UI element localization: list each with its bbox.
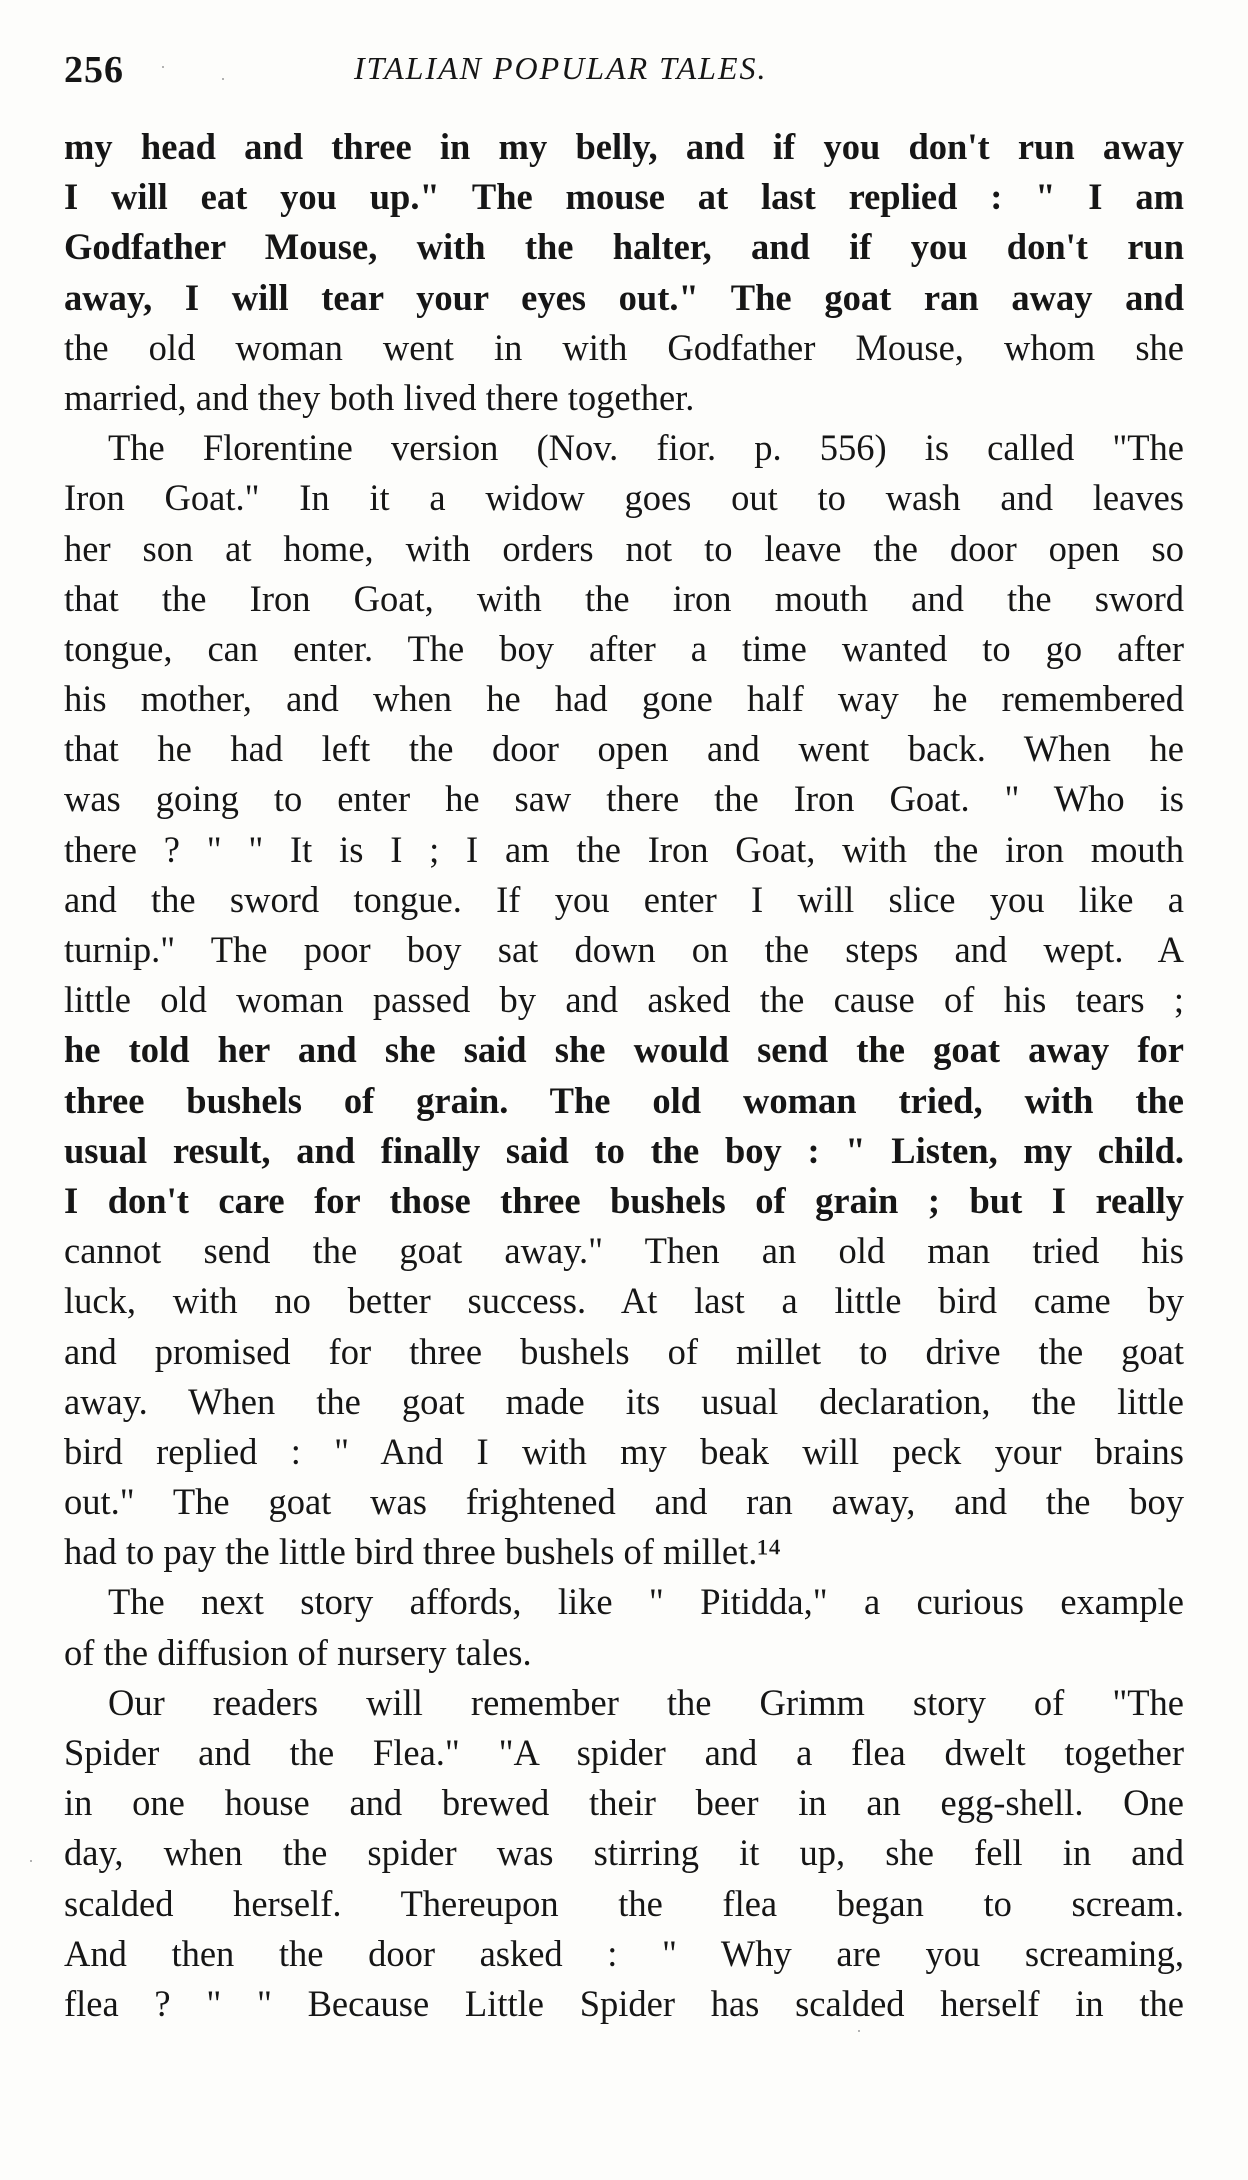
paper-speck xyxy=(30,1860,32,1862)
text-line: there ? " " It is I ; I am the Iron Goat, with the iron mouth xyxy=(64,828,1184,870)
text-line: Godfather Mouse, with the halter, and if you don't run xyxy=(64,226,1184,268)
page-number: 256 xyxy=(64,49,124,91)
paper-speck xyxy=(222,78,224,80)
text-line: little old woman passed by and asked the cause of his tears ; xyxy=(64,979,1184,1021)
page-header xyxy=(64,48,1184,96)
text-line: that the Iron Goat, with the iron mouth and the sword xyxy=(64,577,1184,619)
text-line: tongue, can enter. The boy after a time wanted to go after xyxy=(64,627,1184,669)
text-line: The next story affords, like " Pitidda," a curious example xyxy=(108,1581,1184,1623)
text-line: luck, with no better success. At last a little bird came by xyxy=(64,1280,1184,1322)
book-page xyxy=(64,0,1184,2180)
text-line: And then the door asked : " Why are you screaming, xyxy=(64,1932,1184,1974)
text-line: The Florentine version (Nov. fior. p. 556) is called "The xyxy=(108,427,1184,469)
text-line: bird replied : " And I with my beak will peck your brains xyxy=(64,1430,1184,1472)
body-text xyxy=(64,122,1184,2029)
text-line: I will eat you up." The mouse at last replied : " I am xyxy=(64,176,1184,218)
text-line: I don't care for those three bushels of grain ; but I really xyxy=(64,1179,1184,1221)
text-line: married, and they both lived there together. xyxy=(64,376,695,418)
text-line: he told her and she said she would send the goat away for xyxy=(64,1029,1184,1071)
text-line: my head and three in my belly, and if you don't run away xyxy=(64,126,1184,167)
text-line: in one house and brewed their beer in an egg-shell. One xyxy=(64,1782,1184,1824)
text-line: out." The goat was frightened and ran away, and the boy xyxy=(64,1481,1184,1523)
text-line: her son at home, with orders not to leave the door open so xyxy=(64,527,1184,569)
text-line: away, I will tear your eyes out." The goat ran away and xyxy=(64,276,1184,318)
text-line: flea ? " " Because Little Spider has scalded herself in the xyxy=(64,1982,1184,2024)
text-line: and promised for three bushels of millet to drive the goat xyxy=(64,1330,1184,1372)
text-line: was going to enter he saw there the Iron Goat. " Who is xyxy=(64,778,1184,820)
running-head: ITALIAN POPULAR TALES. xyxy=(354,50,768,86)
text-line: usual result, and finally said to the boy : " Listen, my child. xyxy=(64,1129,1184,1171)
text-line: his mother, and when he had gone half way he remembered xyxy=(64,678,1184,720)
text-line: day, when the spider was stirring it up, she fell in and xyxy=(64,1832,1184,1874)
text-line: of the diffusion of nursery tales. xyxy=(64,1631,532,1673)
text-line: three bushels of grain. The old woman tried, with the xyxy=(64,1079,1184,1121)
text-line: scalded herself. Thereupon the flea began to scream. xyxy=(64,1882,1184,1924)
text-line: cannot send the goat away." Then an old man tried his xyxy=(64,1230,1184,1272)
text-line: that he had left the door open and went back. When he xyxy=(64,728,1184,770)
text-line: Our readers will remember the Grimm story of "The xyxy=(108,1681,1184,1723)
paper-speck xyxy=(858,2030,860,2032)
text-line: Spider and the Flea." "A spider and a flea dwelt together xyxy=(64,1732,1184,1773)
text-line: the old woman went in with Godfather Mouse, whom she xyxy=(64,326,1184,368)
text-line: turnip." The poor boy sat down on the steps and wept. A xyxy=(64,929,1184,970)
text-line: and the sword tongue. If you enter I will slice you like a xyxy=(64,878,1184,920)
text-line: Iron Goat." In it a widow goes out to wash and leaves xyxy=(64,477,1184,519)
paper-speck xyxy=(162,66,164,68)
text-line: away. When the goat made its usual declaration, the little xyxy=(64,1380,1184,1422)
text-line: had to pay the little bird three bushels of millet.¹⁴ xyxy=(64,1531,782,1573)
